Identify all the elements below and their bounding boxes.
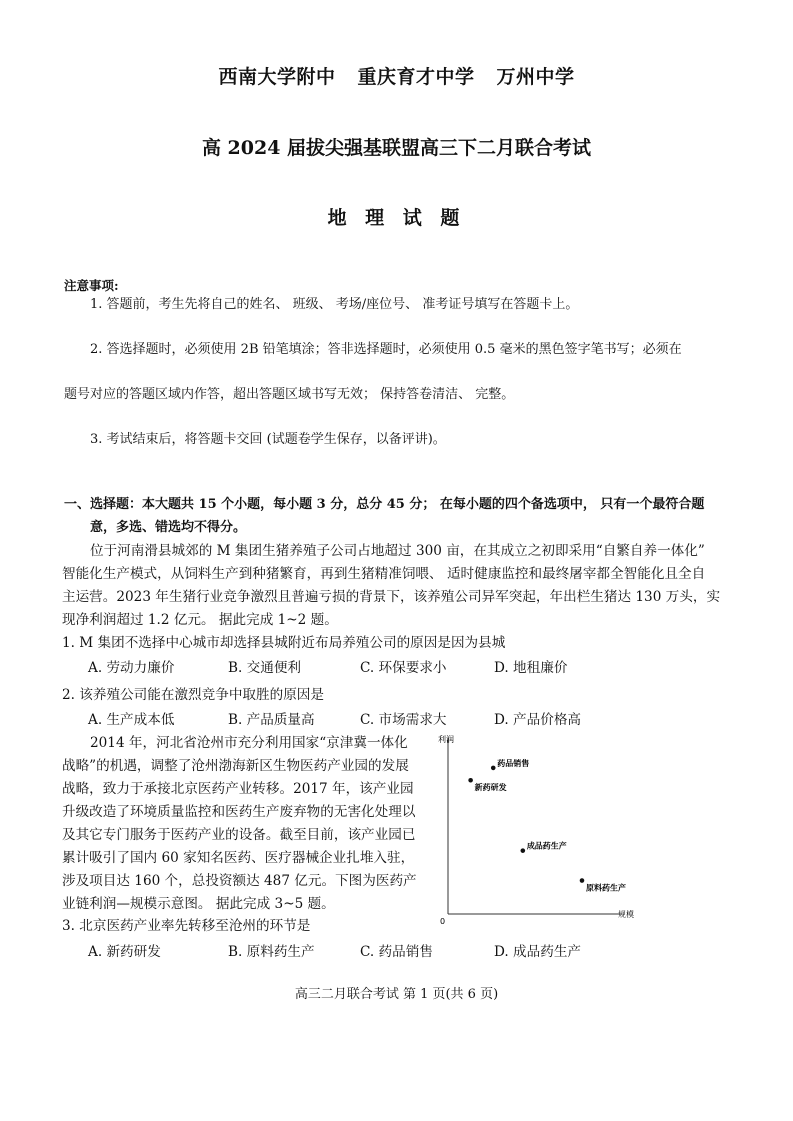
passage1-line2: 智能化生产模式，从饲料生产到种猪繁育，再到生猪精准饲喂、 适时健康监控和最终屠宰都全智能化且全自	[62, 566, 706, 582]
profit-scale-chart	[432, 732, 642, 928]
q3-option-c: C. 药品销售	[360, 944, 433, 960]
q2-option-c: C. 市场需求大	[360, 712, 447, 728]
q2-option-b: B. 产品质量高	[228, 712, 315, 728]
q1-stem: 1. M 集团不选择中心城市却选择县城附近布局养殖公司的原因是因为县城	[62, 635, 506, 651]
school-name: 西南大学附中	[218, 66, 336, 88]
data-points	[468, 758, 626, 893]
data-point	[521, 848, 526, 853]
q2-option-a: A. 生产成本低	[88, 712, 175, 728]
q1-option-a: A. 劳动力廉价	[88, 660, 175, 676]
passage2-line4: 升级改造了环境质量监控和医药生产废弃物的无害化处理以	[62, 804, 416, 820]
q3-stem: 3. 北京医药产业率先转移至沧州的环节是	[62, 918, 311, 934]
q1-option-d: D. 地租廉价	[494, 660, 568, 676]
notice-heading: 注意事项:	[64, 278, 119, 293]
q2-option-d: D. 产品价格高	[494, 712, 582, 728]
passage2-line2: 战略”的机遇，调整了沧州渤海新区生物医药产业园的发展	[62, 758, 409, 774]
passage2-line6: 累计吸引了国内 60 家知名医药、医疗器械企业扎堆入驻，	[62, 850, 415, 866]
notice-item-2-line2: 题号对应的答题区域内作答，超出答题区域书写无效； 保持答卷清洁、 完整。	[64, 387, 515, 402]
q1-option-b: B. 交通便利	[228, 660, 302, 676]
data-point-label: 新药研发	[474, 783, 507, 793]
data-point-label: 原料药生产	[585, 883, 626, 893]
school-name: 万州中学	[496, 66, 575, 88]
y-axis-label: 利润	[438, 735, 454, 744]
section-heading-line1: 一、选择题：本大题共 15 个小题，每小题 3 分，总分 45 分； 在每小题的四个备选项中， 只有一个最符合题	[64, 497, 705, 512]
q3-option-b: B. 原料药生产	[228, 944, 315, 960]
q3-option-a: A. 新药研发	[88, 944, 161, 960]
page-footer: 高三二月联合考试 第 1 页(共 6 页)	[294, 987, 499, 1002]
passage1-line4: 现净利润超过 1.2 亿元。 据此完成 1~2 题。	[62, 612, 338, 628]
passage1-line1: 位于河南滑县城郊的 M 集团生猪养殖子公司占地超过 300 亩，在其成立之初即采用“自繁自养一体化”	[90, 543, 705, 559]
q3-option-d: D. 成品药生产	[494, 944, 582, 960]
section-heading-line2: 意，多选、错选均不得分。	[90, 520, 247, 535]
subject-title: 地 理 试 题	[327, 207, 466, 229]
school-name: 重庆育才中学	[357, 66, 475, 88]
passage2-line8: 业链利润—规模示意图。 据此完成 3~5 题。	[62, 896, 335, 912]
school-names	[0, 62, 793, 89]
notice-item-3: 3. 考试结束后，将答题卡交回 (试题卷学生保存，以备评讲)。	[90, 432, 446, 447]
data-point-label: 成品药生产	[526, 841, 567, 851]
data-point	[580, 878, 585, 883]
passage2-line5: 及其它专门服务于医药产业的设备。截至目前，该产业园已	[62, 827, 416, 843]
data-point	[468, 778, 473, 783]
passage2-line3: 战略，致力于承接北京医药产业转移。2017 年，该产业园	[62, 781, 414, 797]
q1-option-c: C. 环保要求小	[360, 660, 447, 676]
x-axis-label: 规模	[618, 910, 634, 919]
notice-item-2-line1: 2. 答选择题时，必须使用 2B 铅笔填涂；答非选择题时，必须使用 0.5 毫米的黑色签字笔书写；必须在	[90, 342, 682, 357]
passage2-line7: 涉及项目达 160 个，总投资额达 487 亿元。下图为医药产	[62, 873, 417, 889]
data-point-label: 药品销售	[497, 758, 530, 768]
exam-title: 高 2024 届拔尖强基联盟高三下二月联合考试	[201, 137, 592, 159]
passage1-line3: 主运营。2023 年生猪行业竞争激烈且普遍亏损的背景下，该养殖公司异军突起，年出栏生猪达 130 万头，实	[62, 589, 721, 605]
q2-stem: 2. 该养殖公司能在激烈竞争中取胜的原因是	[62, 687, 324, 703]
origin-label: 0	[440, 917, 446, 926]
passage2-line1: 2014 年，河北省沧州市充分利用国家“京津冀一体化	[90, 735, 408, 751]
notice-item-1: 1. 答题前，考生先将自己的姓名、 班级、 考场/座位号、 准考证号填写在答题卡上。	[90, 297, 579, 312]
data-point	[491, 766, 496, 771]
